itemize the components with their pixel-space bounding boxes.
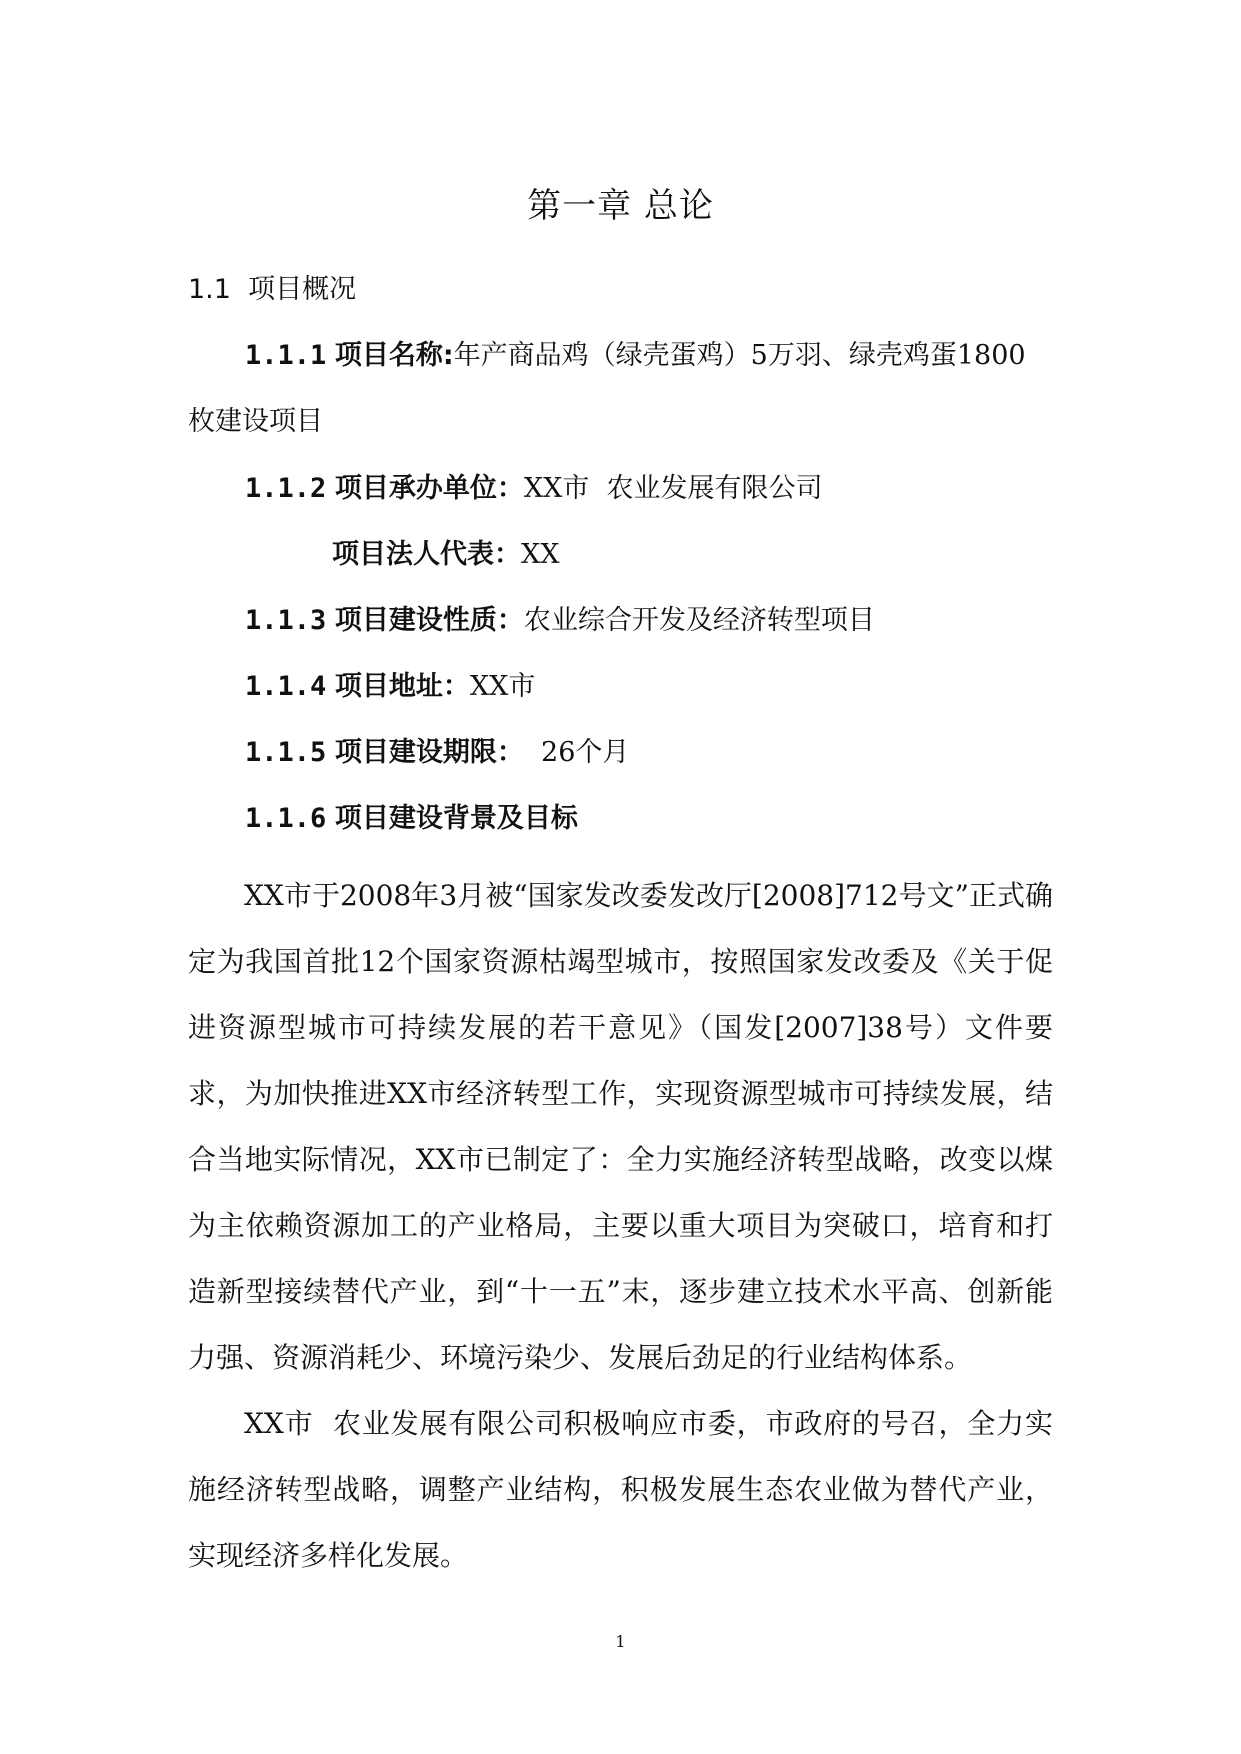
item-address bbox=[245, 667, 535, 707]
page-number: 1 bbox=[615, 1632, 626, 1651]
item-background bbox=[245, 799, 578, 839]
item-label: 项目法人代表： bbox=[332, 539, 521, 570]
item-value-continued: 枚建设项目 bbox=[188, 406, 323, 437]
item-label: 项目地址： bbox=[334, 671, 470, 702]
section-number: 1.1 bbox=[188, 274, 231, 305]
item-value: XX市 bbox=[469, 671, 536, 702]
item-project-name bbox=[245, 336, 1026, 376]
item-value: 农业综合开发及经济转型项目 bbox=[523, 605, 875, 636]
item-label: 项目承办单位： bbox=[334, 473, 524, 504]
item-nature bbox=[245, 601, 875, 641]
item-value: XX市 农业发展有限公司 bbox=[523, 473, 823, 504]
item-label: 项目建设期限： bbox=[334, 737, 524, 768]
item-undertaker bbox=[245, 469, 822, 509]
item-value: 26个月 bbox=[541, 737, 630, 768]
item-label: 项目建设性质： bbox=[334, 605, 524, 636]
item-number: 1.1.5 bbox=[245, 737, 327, 768]
section-heading bbox=[188, 270, 356, 310]
chapter-title: 第一章 总论 bbox=[527, 186, 714, 226]
item-number: 1.1.4 bbox=[245, 671, 327, 702]
item-number: 1.1.6 bbox=[245, 803, 327, 834]
item-project-name-continued bbox=[188, 402, 323, 442]
section-title: 项目概况 bbox=[248, 274, 357, 305]
item-legal-rep bbox=[332, 535, 559, 575]
item-number: 1.1.3 bbox=[245, 605, 327, 636]
item-number: 1.1.1 bbox=[245, 340, 327, 371]
item-period bbox=[245, 733, 629, 773]
item-label: 项目建设背景及目标 bbox=[334, 803, 578, 834]
item-value: 年产商品鸡（绿壳蛋鸡）5万羽、绿壳鸡蛋1800 bbox=[453, 340, 1026, 371]
body-paragraph: XX市 农业发展有限公司积极响应市委，市政府的号召，全力实施经济转型战略，调整产业结构，积极发展生态农业做为替代产业，实现经济多样化发展。 bbox=[188, 1407, 1053, 1572]
item-value: XX bbox=[521, 539, 560, 570]
item-number: 1.1.2 bbox=[245, 473, 327, 504]
body-paragraph: XX市于2008年3月被“国家发改委发改厅[2008]712号文”正式确定为我国首批12个国家资源枯竭型城市，按照国家发改委及《关于促进资源型城市可持续发展的若干意见》（国发[2007]38号）文件要求，为加快推进XX市经济转型工作，实现资源型城市可持续发展，结合当地实际情况，XX市已制定了：全力实施经济转型战略，改变以煤为主依赖资源加工的产业格局，主要以重大项目为突破口，培育和打造新型接续替代产业，到“十一五”末，逐步建立技术水平高、创新能力强、资源消耗少、环境污染少、发展后劲足的行业结构体系。 bbox=[188, 879, 1053, 1374]
item-label: 项目名称: bbox=[334, 340, 454, 371]
